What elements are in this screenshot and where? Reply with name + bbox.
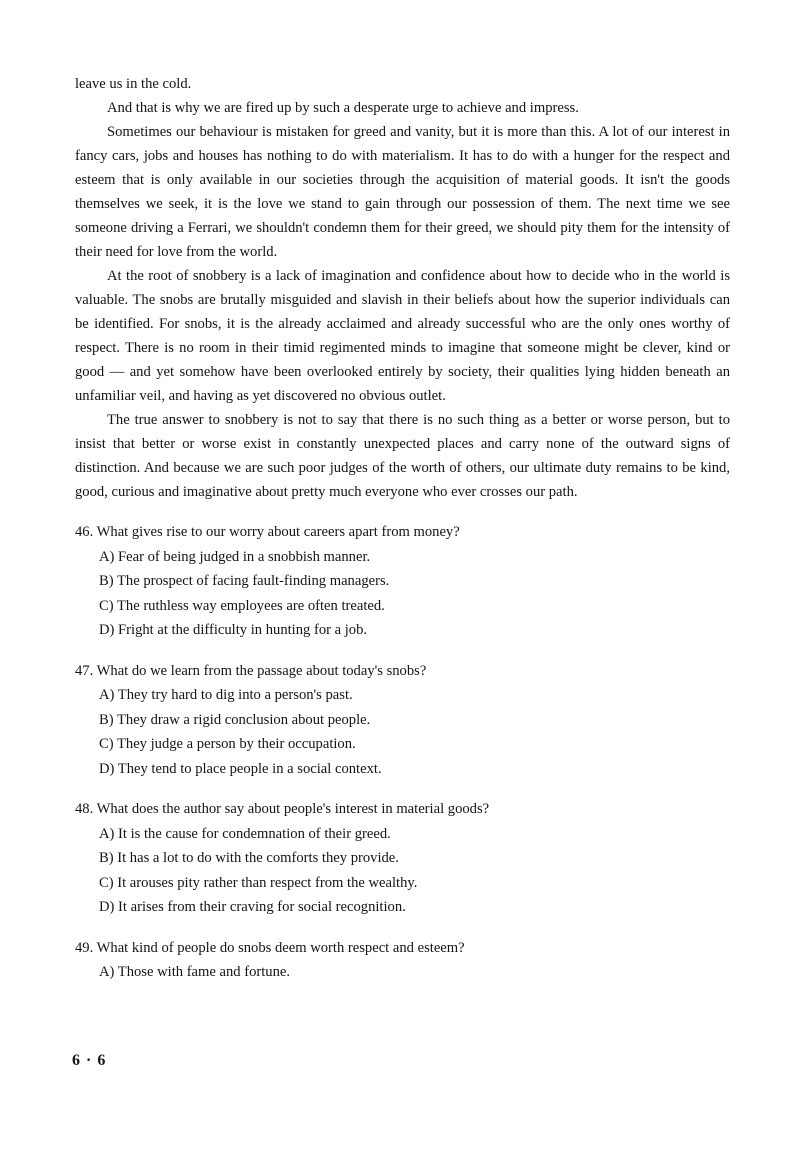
passage-paragraph: And that is why we are fired up by such a desperate urge to achieve and impress. xyxy=(107,100,579,116)
option-c: C) They judge a person by their occupation. xyxy=(99,736,356,752)
option-c: C) The ruthless way employees are often treated. xyxy=(99,597,385,614)
option-d: D) Fright at the difficulty in hunting for a job. xyxy=(99,622,368,638)
option-a: A) Those with fame and fortune. xyxy=(99,964,291,980)
question-48 xyxy=(75,797,730,920)
question-text: 48. What does the author say about people's interest in material goods? xyxy=(75,801,490,817)
question-47 xyxy=(75,659,730,782)
option-d: D) It arises from their craving for social recognition. xyxy=(99,899,406,915)
option-a: A) They try hard to dig into a person's past. xyxy=(99,687,353,703)
question-text: 46. What gives rise to our worry about careers apart from money? xyxy=(75,524,460,540)
question-46 xyxy=(75,520,730,643)
option-c: C) It arouses pity rather than respect from the wealthy. xyxy=(99,874,418,891)
option-b: B) The prospect of facing fault-finding managers. xyxy=(99,573,390,589)
passage-paragraph: Sometimes our behaviour is mistaken for greed and vanity, but it is more than this. A lot of our interest in fancy cars, jobs and houses has nothing to do with materialism. It has to do with a hunger for the respect and esteem that is only available in our societies through the acquisition of material goods. It isn't the goods themselves we seek, it is the love we stand to gain through our possession of them. The next time we see someone driving a Ferrari, we shouldn't condemn them for their greed, we should pity them for the intensity of their need for love from the world. xyxy=(75,124,730,260)
document-page xyxy=(75,72,730,985)
option-a: A) It is the cause for condemnation of their greed. xyxy=(99,825,391,842)
question-text: 49. What kind of people do snobs deem worth respect and esteem? xyxy=(75,939,465,956)
option-b: B) They draw a rigid conclusion about people. xyxy=(99,711,371,728)
passage-paragraph: At the root of snobbery is a lack of imagination and confidence about how to decide who in the world is valuable. The snobs are brutally misguided and slavish in their beliefs about how the superior individuals can be identified. For snobs, it is the already acclaimed and already successful who are the only ones worthy of respect. There is no room in their timid regimented minds to imagine that someone might be clever, kind or good — and yet somehow have been overlooked entirely by society, their qualities lying hidden beneath an unfamiliar veil, and having as yet discovered no obvious outlet. xyxy=(75,268,730,404)
option-d: D) They tend to place people in a social context. xyxy=(99,760,382,777)
question-49 xyxy=(75,936,730,985)
page-number: 6 · 6 xyxy=(72,1052,107,1069)
passage-paragraph: The true answer to snobbery is not to say that there is no such thing as a better or worse person, but to insist that better or worse exist in constantly unexpected places and carry none of the outward signs of distinction. And because we are such poor judges of the worth of others, our ultimate duty remains to be kind, good, curious and imaginative about pretty much everyone who ever crosses our path. xyxy=(75,412,730,500)
option-a: A) Fear of being judged in a snobbish manner. xyxy=(99,548,371,565)
option-b: B) It has a lot to do with the comforts they provide. xyxy=(99,850,399,866)
passage-paragraph: leave us in the cold. xyxy=(75,76,192,92)
question-text: 47. What do we learn from the passage about today's snobs? xyxy=(75,662,427,679)
